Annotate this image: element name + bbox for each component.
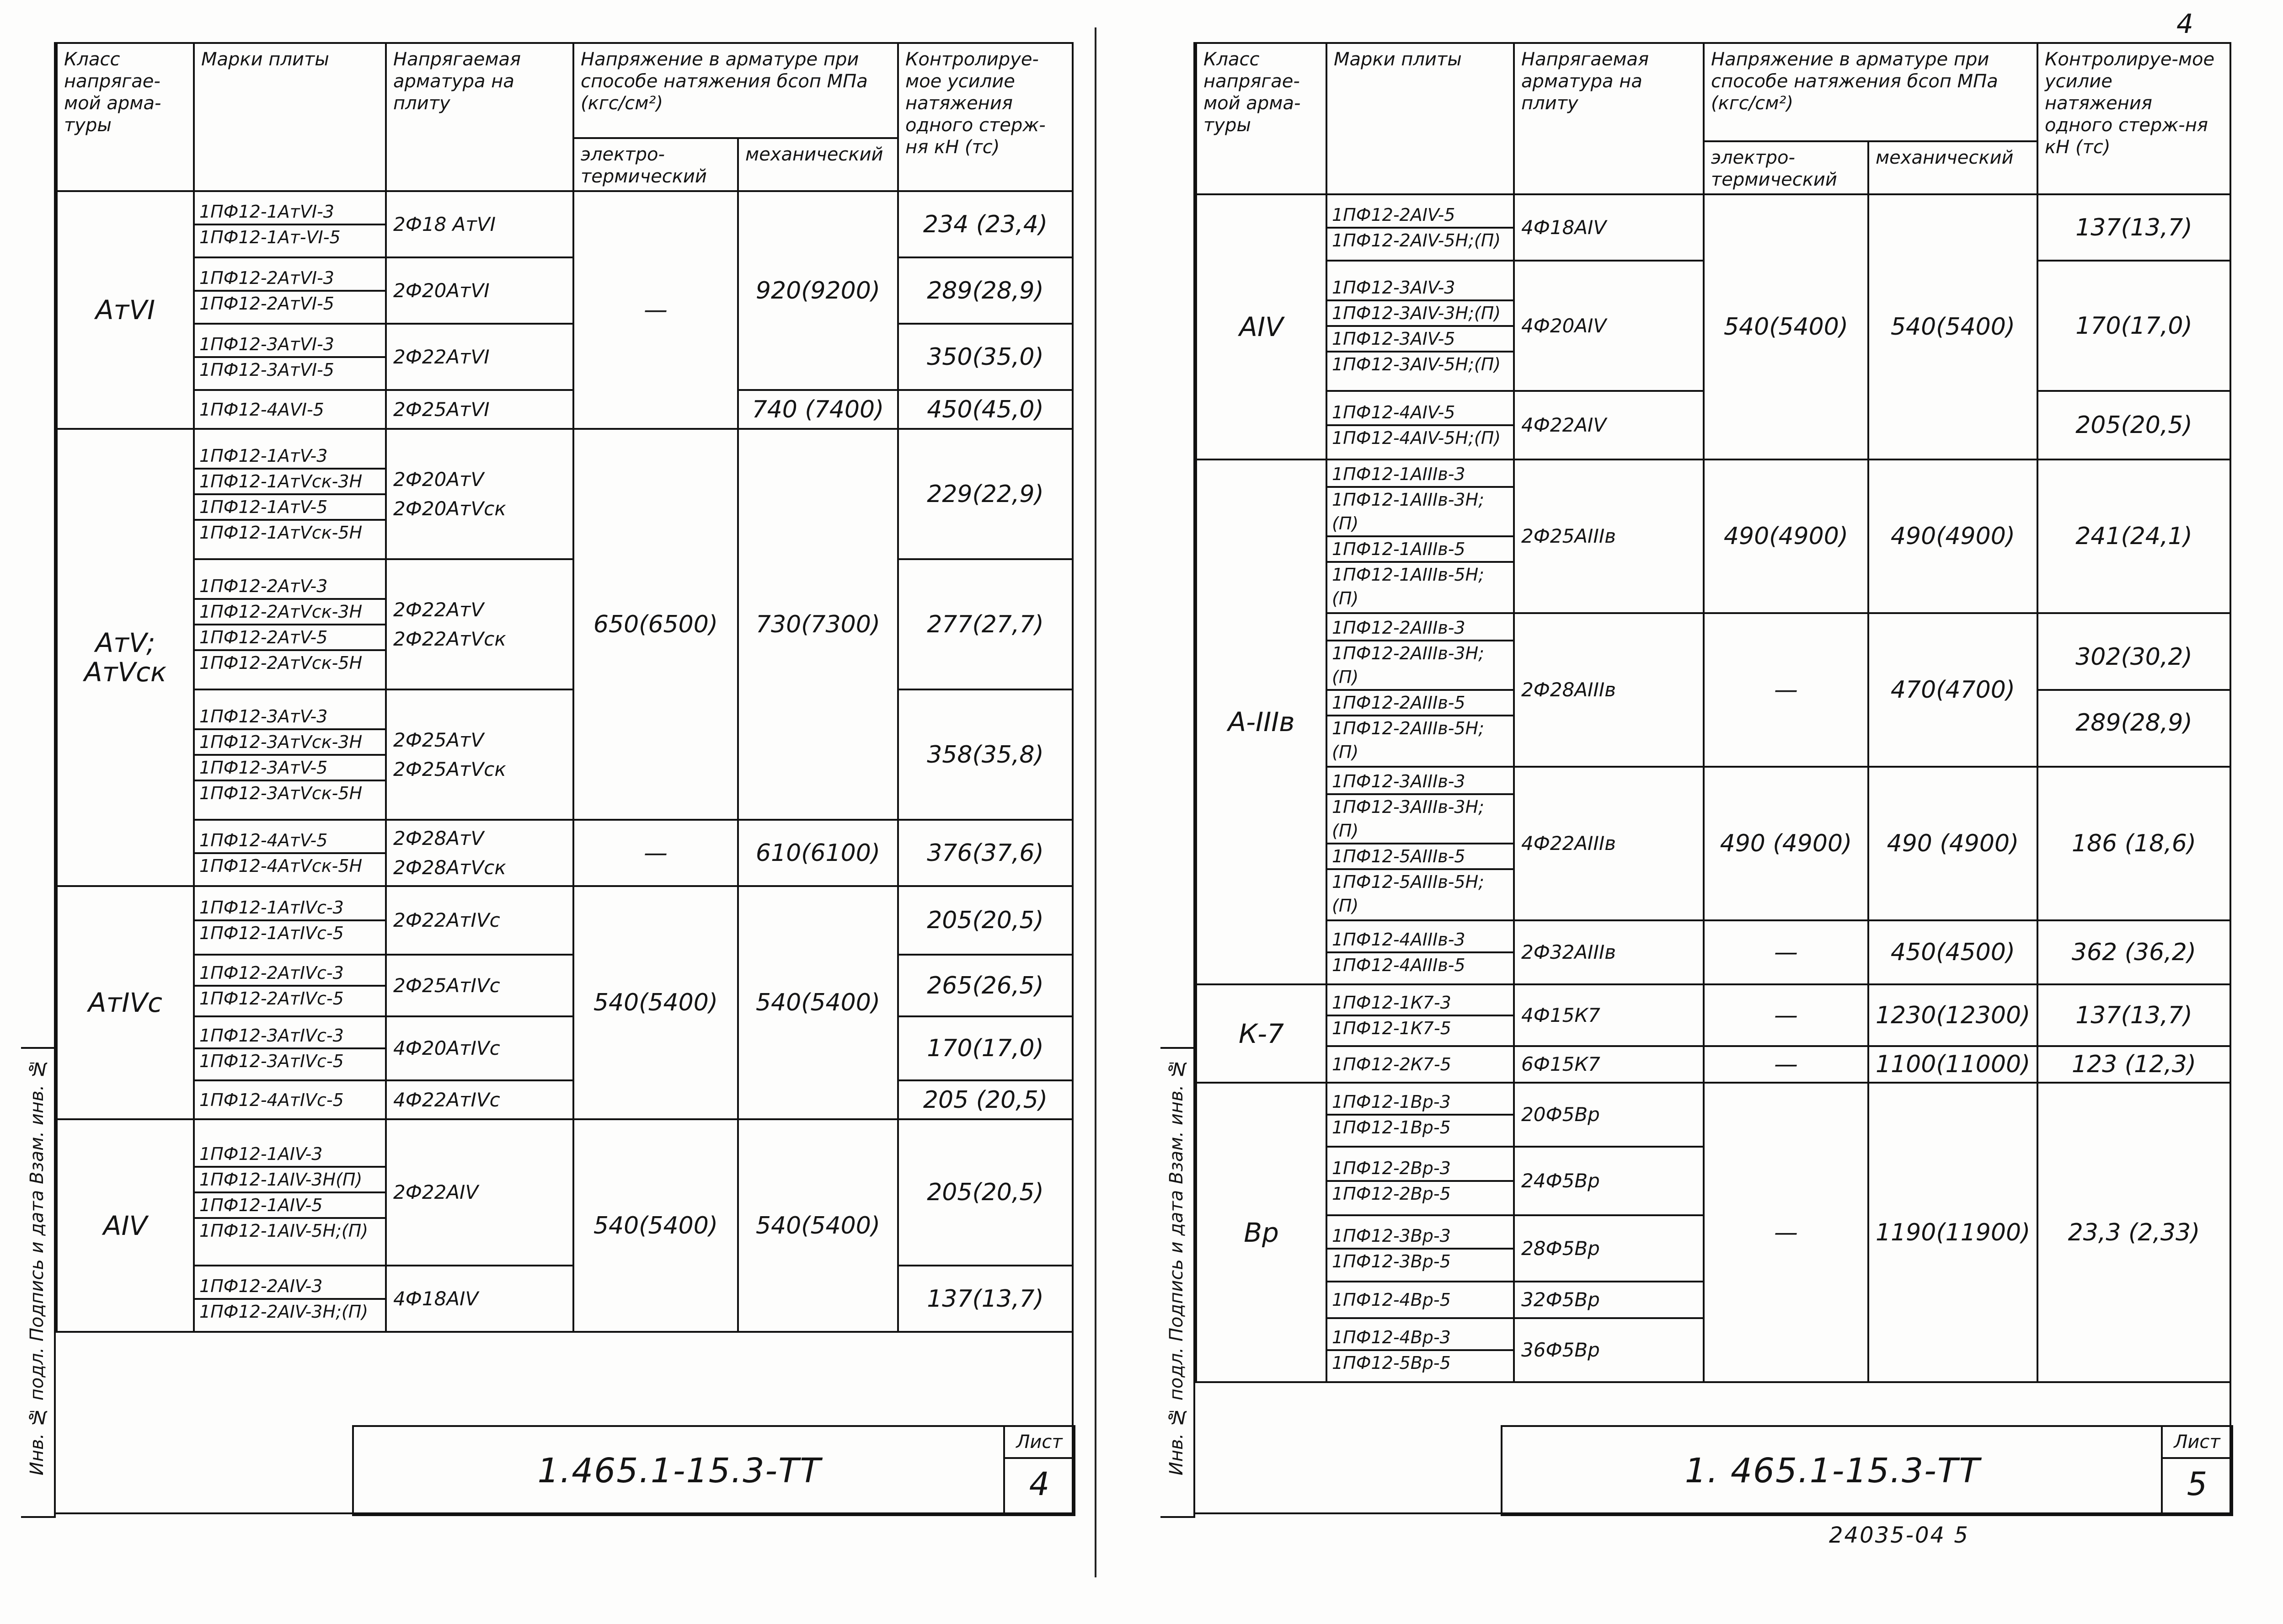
sheet-label: Лист <box>2163 1427 2231 1459</box>
bars-cell: 36Ф5Вр <box>1514 1318 1704 1382</box>
bars-cell: 2Ф25АIIIв <box>1514 459 1704 613</box>
marks-cell: 1ПФ12-2АIV-5 1ПФ12-2АIV-5Н;(П) <box>1326 194 1514 261</box>
electro-cell: 540(5400) <box>573 1119 738 1332</box>
corner-sheet-number: 4 <box>2176 8 2193 39</box>
class-cell: Вр <box>1196 1083 1326 1382</box>
side-stamp-text: Инв. № подл. Подпись и дата Взам. инв. № <box>27 1058 48 1476</box>
electro-cell: 540(5400) <box>573 886 738 1119</box>
bars-cell: 4Ф18АIV <box>386 1266 573 1332</box>
title-block-right <box>1501 1425 2233 1516</box>
marks-cell: 1ПФ12-2АтV-3 1ПФ12-2АтVск-3Н 1ПФ12-2АтV-5 1ПФ12-2АтVск-5Н <box>194 559 386 689</box>
mech-cell: 610(6100) <box>738 820 898 886</box>
mech-cell: 540(5400) <box>738 886 898 1119</box>
sheet-box <box>2161 1427 2231 1514</box>
electro-cell: — <box>573 191 738 429</box>
bars-cell: 2Ф22АтVI <box>386 324 573 390</box>
bars-cell: 2Ф22АтIVс <box>386 886 573 955</box>
bars-cell: 4Ф20АтIVс <box>386 1016 573 1080</box>
force-cell: 123 (12,3) <box>2037 1046 2230 1083</box>
marks-cell: 1ПФ12-3АтIVс-3 1ПФ12-3АтIVс-5 <box>194 1016 386 1080</box>
bars-cell: 2Ф32АIIIв <box>1514 920 1704 984</box>
class-cell: АIV <box>1196 194 1326 459</box>
force-cell: 137(13,7) <box>2037 194 2230 261</box>
frame-bottom-line <box>1195 1512 2230 1514</box>
force-cell: 205 (20,5) <box>898 1080 1073 1119</box>
marks-cell: 1ПФ12-1Вр-3 1ПФ12-1Вр-5 <box>1326 1083 1514 1147</box>
bars-cell: 2Ф25АтVI <box>386 390 573 429</box>
force-cell: 23,3 (2,33) <box>2037 1083 2230 1382</box>
class-cell: АтV; АтVск <box>57 429 194 886</box>
marks-cell: 1ПФ12-4АIIIв-3 1ПФ12-4АIIIв-5 <box>1326 920 1514 984</box>
marks-cell: 1ПФ12-3АтVI-3 1ПФ12-3АтVI-5 <box>194 324 386 390</box>
mech-cell: 540(5400) <box>738 1119 898 1332</box>
bars-cell: 2Ф20АтVI <box>386 257 573 324</box>
marks-cell: 1ПФ12-2АIV-3 1ПФ12-2АIV-3Н;(П) <box>194 1266 386 1332</box>
mech-cell: 1190(11900) <box>1868 1083 2037 1382</box>
reinforcement-table-left <box>56 42 1074 1333</box>
force-cell: 205(20,5) <box>2037 391 2230 459</box>
marks-cell: 1ПФ12-1АтV-3 1ПФ12-1АтVск-3Н 1ПФ12-1АтV-5 1ПФ12-1АтVск-5Н <box>194 429 386 559</box>
header-bars: Напрягаемая арматура на плиту <box>386 43 573 191</box>
header-marks: Марки плиты <box>1326 43 1514 194</box>
electro-cell: 490(4900) <box>1704 459 1868 613</box>
mech-cell: 1230(12300) <box>1868 984 2037 1046</box>
force-sub: 289(28,9) <box>2075 709 2192 737</box>
force-cell: 358(35,8) <box>898 689 1073 820</box>
bars-cell: 20Ф5Вр <box>1514 1083 1704 1147</box>
force-sub: 302(30,2) <box>2038 625 2230 691</box>
bars-cell: 2Ф22АIV <box>386 1119 573 1266</box>
mech-cell: 730(7300) <box>738 429 898 820</box>
title-block-left <box>352 1425 1075 1516</box>
force-cell <box>2037 613 2230 767</box>
force-cell: 137(13,7) <box>898 1266 1073 1332</box>
mech-cell: 920(9200) <box>738 191 898 390</box>
marks-cell: 1ПФ12-2К7-5 <box>1326 1046 1514 1083</box>
bars-cell: 6Ф15К7 <box>1514 1046 1704 1083</box>
bars-cell: 4Ф22АIIIв <box>1514 767 1704 920</box>
header-mech: механический <box>738 138 898 191</box>
marks-cell: 1ПФ12-4АVI-5 <box>194 390 386 429</box>
bars-cell: 4Ф22АтIVс <box>386 1080 573 1119</box>
force-cell: 170(17,0) <box>898 1016 1073 1080</box>
mech-cell: 1100(11000) <box>1868 1046 2037 1083</box>
force-cell: 170(17,0) <box>2037 261 2230 391</box>
electro-cell: — <box>1704 1083 1868 1382</box>
force-cell: 277(27,7) <box>898 559 1073 689</box>
mech-cell: 470(4700) <box>1868 613 2037 767</box>
electro-cell: — <box>1704 1046 1868 1083</box>
electro-cell: 490 (4900) <box>1704 767 1868 920</box>
document-code: 1. 465.1-15.3-ТТ <box>1684 1451 1981 1490</box>
side-stamp-left <box>21 1047 56 1518</box>
force-cell: 234 (23,4) <box>898 191 1073 257</box>
bars-cell: 2Ф28АIIIв <box>1514 613 1704 767</box>
bars-cell: 2Ф22АтV 2Ф22АтVск <box>386 559 573 689</box>
frame-bottom-line <box>56 1512 1072 1514</box>
class-cell: АIV <box>57 1119 194 1332</box>
marks-cell: 1ПФ12-4АIV-5 1ПФ12-4АIV-5Н;(П) <box>1326 391 1514 459</box>
marks-cell: 1ПФ12-4Вр-5 <box>1326 1282 1514 1318</box>
bars-cell: 4Ф15К7 <box>1514 984 1704 1046</box>
side-stamp-text: Инв. № подл. Подпись и дата Взам. инв. № <box>1166 1058 1187 1476</box>
mech-cell: 450(4500) <box>1868 920 2037 984</box>
marks-cell: 1ПФ12-2АтVI-3 1ПФ12-2АтVI-5 <box>194 257 386 324</box>
marks-cell: 1ПФ12-1АтVI-3 1ПФ12-1Ат-VI-5 <box>194 191 386 257</box>
electro-cell: — <box>1704 920 1868 984</box>
force-cell: 229(22,9) <box>898 429 1073 559</box>
page-divider <box>1095 27 1096 1577</box>
force-cell: 186 (18,6) <box>2037 767 2230 920</box>
sheet-box <box>1003 1427 1074 1514</box>
force-cell: 289(28,9) <box>898 257 1073 324</box>
marks-cell: 1ПФ12-4АтV-5 1ПФ12-4АтVск-5Н <box>194 820 386 886</box>
force-cell: 350(35,0) <box>898 324 1073 390</box>
header-stress: Напряжение в арматуре при способе натяжения бсоп МПа (кгс/см²) <box>1704 43 2037 141</box>
sheet-label: Лист <box>1005 1427 1074 1459</box>
sheet-4 <box>54 42 1074 1514</box>
header-class: Класс напрягае-мой арма-туры <box>57 43 194 191</box>
bars-cell: 24Ф5Вр <box>1514 1147 1704 1215</box>
marks-cell: 1ПФ12-1АIV-3 1ПФ12-1АIV-3Н(П) 1ПФ12-1АIV-5 1ПФ12-1АIV-5Н;(П) <box>194 1119 386 1266</box>
marks-cell: 1ПФ12-1К7-3 1ПФ12-1К7-5 <box>1326 984 1514 1046</box>
mech-cell: 540(5400) <box>1868 194 2037 459</box>
marks-cell: 1ПФ12-1АтIVс-3 1ПФ12-1АтIVс-5 <box>194 886 386 955</box>
class-cell: А-IIIв <box>1196 459 1326 984</box>
marks-cell: 1ПФ12-3АтV-3 1ПФ12-3АтVск-3Н 1ПФ12-3АтV-5 1ПФ12-3АтVск-5Н <box>194 689 386 820</box>
sheet-number: 5 <box>2187 1465 2208 1503</box>
marks-cell: 1ПФ12-1АIIIв-3 1ПФ12-1АIIIв-3Н;(П) 1ПФ12-1АIIIв-5 1ПФ12-1АIIIв-5Н;(П) <box>1326 459 1514 613</box>
bars-cell: 2Ф18 АтVI <box>386 191 573 257</box>
header-class: Класс напрягае-мой арма-туры <box>1196 43 1326 194</box>
force-cell: 265(26,5) <box>898 955 1073 1016</box>
class-cell: АтVI <box>57 191 194 429</box>
class-cell: АтIVс <box>57 886 194 1119</box>
bars-cell: 4Ф18АIV <box>1514 194 1704 261</box>
force-cell: 450(45,0) <box>898 390 1073 429</box>
header-electro: электро-термический <box>1704 141 1868 194</box>
header-force: Контролируе-мое усилие натяжения одного стерж-ня кН (тс) <box>898 43 1073 191</box>
marks-cell: 1ПФ12-2АIIIв-3 1ПФ12-2АIIIв-3Н;(П) 1ПФ12-2АIIIв-5 1ПФ12-2АIIIв-5Н;(П) <box>1326 613 1514 767</box>
header-marks: Марки плиты <box>194 43 386 191</box>
force-cell: 241(24,1) <box>2037 459 2230 613</box>
force-cell: 205(20,5) <box>898 1119 1073 1266</box>
bars-cell: 32Ф5Вр <box>1514 1282 1704 1318</box>
electro-cell: 650(6500) <box>573 429 738 820</box>
marks-cell: 1ПФ12-4Вр-3 1ПФ12-5Вр-5 <box>1326 1318 1514 1382</box>
header-bars: Напрягаемая арматура на плиту <box>1514 43 1704 194</box>
force-cell: 362 (36,2) <box>2037 920 2230 984</box>
marks-cell: 1ПФ12-4АтIVс-5 <box>194 1080 386 1119</box>
electro-cell: 540(5400) <box>1704 194 1868 459</box>
mech-cell: 490 (4900) <box>1868 767 2037 920</box>
sheet-5 <box>1193 42 2231 1514</box>
force-cell: 205(20,5) <box>898 886 1073 955</box>
mech-cell: 490(4900) <box>1868 459 2037 613</box>
bars-cell: 4Ф22АIV <box>1514 391 1704 459</box>
marks-cell: 1ПФ12-3АIIIв-3 1ПФ12-3АIIIв-3Н;(П) 1ПФ12-5АIIIв-5 1ПФ12-5АIIIв-5Н;(П) <box>1326 767 1514 920</box>
reinforcement-table-right <box>1195 42 2231 1383</box>
marks-cell: 1ПФ12-3АIV-3 1ПФ12-3АIV-3Н;(П) 1ПФ12-3АIV-5 1ПФ12-3АIV-5Н;(П) <box>1326 261 1514 391</box>
force-cell: 137(13,7) <box>2037 984 2230 1046</box>
marks-cell: 1ПФ12-2Вр-3 1ПФ12-2Вр-5 <box>1326 1147 1514 1215</box>
side-stamp-right <box>1160 1047 1195 1518</box>
electro-cell: — <box>1704 613 1868 767</box>
bars-cell: 2Ф25АтV 2Ф25АтVск <box>386 689 573 820</box>
header-electro: электро-термический <box>573 138 738 191</box>
bars-cell: 28Ф5Вр <box>1514 1215 1704 1282</box>
force-cell: 376(37,6) <box>898 820 1073 886</box>
mech-cell: 740 (7400) <box>738 390 898 429</box>
sheet-number: 4 <box>1029 1465 1050 1503</box>
bars-cell: 2Ф25АтIVс <box>386 955 573 1016</box>
electro-cell: — <box>573 820 738 886</box>
marks-cell: 1ПФ12-2АтIVс-3 1ПФ12-2АтIVс-5 <box>194 955 386 1016</box>
header-stress: Напряжение в арматуре при способе натяжения бсоп МПа (кгс/см²) <box>573 43 898 138</box>
marks-cell: 1ПФ12-3Вр-3 1ПФ12-3Вр-5 <box>1326 1215 1514 1282</box>
bars-cell: 2Ф28АтV 2Ф28АтVск <box>386 820 573 886</box>
bars-cell: 4Ф20АIV <box>1514 261 1704 391</box>
electro-cell: — <box>1704 984 1868 1046</box>
class-cell: К-7 <box>1196 984 1326 1083</box>
header-force: Контролируе-мое усилие натяжения одного стерж-ня кН (тс) <box>2037 43 2230 194</box>
document-code: 1.465.1-15.3-ТТ <box>537 1451 822 1490</box>
archive-number: 24035-04 5 <box>1829 1522 1969 1548</box>
header-mech: механический <box>1868 141 2037 194</box>
bars-cell: 2Ф20АтV 2Ф20АтVск <box>386 429 573 559</box>
